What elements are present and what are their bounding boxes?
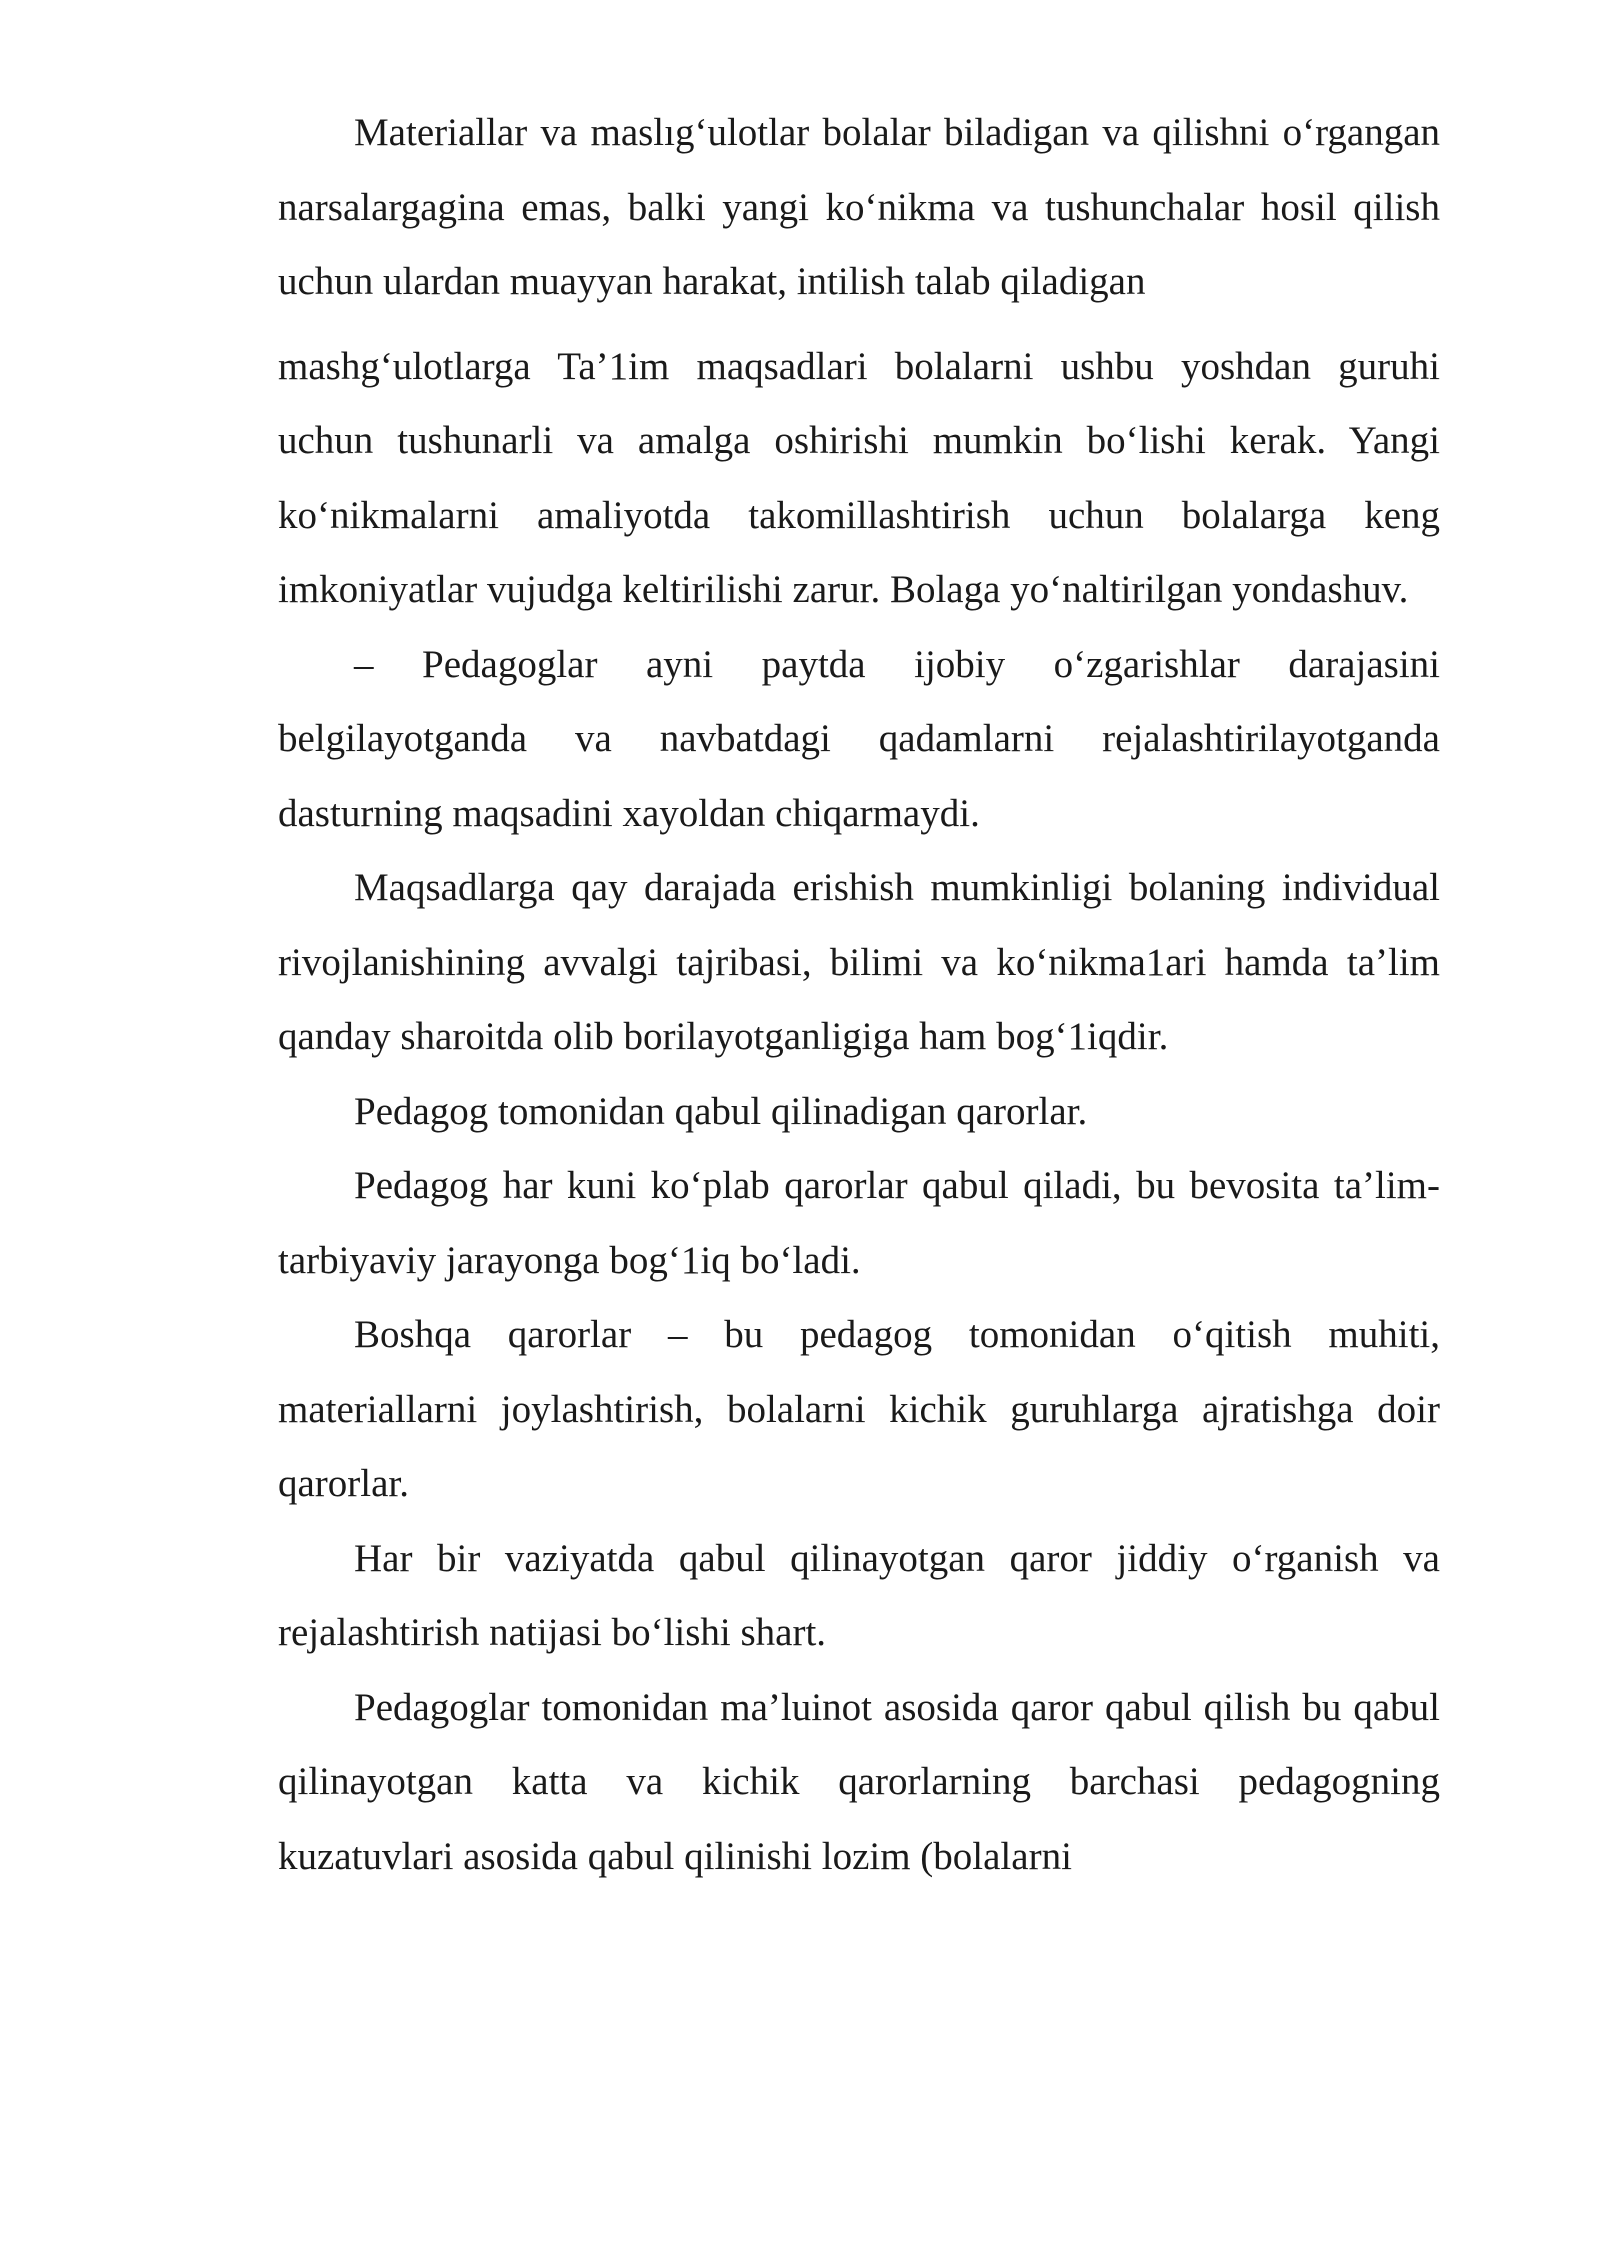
paragraph-2: mashg‘ulotlarga Ta’1im maqsadlari bolalarni ushbu yoshdan guruhi uchun tushunarli va amalga oshirishi mumkin bo‘lishi kerak. Yangi ko‘nikmalarni amaliyotda takomillashtirish uchun bolalarga keng imkoniyatlar vujudga keltirilishi zarur. Bolaga yo‘naltirilgan yondashuv. [278,344,1440,611]
paragraph-8: Har bir vaziyatda qabul qilinayotgan qaror jiddiy o‘rganish va rejalashtirish natijasi bo‘lishi shart. [278,1536,1440,1654]
paragraph-7: Boshqa qarorlar – bu pedagog tomonidan o‘qitish muhiti, materiallarni joylashtirish, bolalarni kichik guruhlarga ajratishga doir qarorlar. [278,1313,1440,1505]
paragraph-5: Pedagog tomonidan qabul qilinadigan qarorlar. [354,1089,1088,1133]
paragraph-3: – Pedagoglar ayni paytda ijobiy o‘zgarishlar darajasini belgilayotganda va navbatdagi qadamlarni rejalashtirilayotganda dasturning maqsadini xayoldan chiqarmaydi. [278,642,1440,835]
body-text [278,96,1440,1894]
paragraph-4: Maqsadlarga qay darajada erishish mumkinligi bolaning individual rivojlanishining avvalgi tajribasi, bilimi va ko‘nikma1ari hamda ta’lim qanday sharoitda olib borilayotganligiga ham bog‘1iqdir. [278,866,1440,1058]
paragraph-1: Materiallar va maslıg‘ulotlar bolalar biladigan va qilishni o‘rgangan narsalargagina emas, balki yangi ko‘nikma va tushunchalar hosil qilish uchun ulardan muayyan harakat, intilish talab qiladigan [278,111,1440,303]
paragraph-6: Pedagog har kuni ko‘plab qarorlar qabul qiladi, bu bevosita ta’lim-tarbiyaviy jarayonga bog‘1iq bo‘ladi. [278,1164,1440,1282]
paragraph-9: Pedagoglar tomonidan ma’luinot asosida qaror qabul qilish bu qabul qilinayotgan katta va kichik qarorlarning barchasi pedagogning kuzatuvlari asosida qabul qilinishi lozim (bolalarni [278,1685,1440,1878]
